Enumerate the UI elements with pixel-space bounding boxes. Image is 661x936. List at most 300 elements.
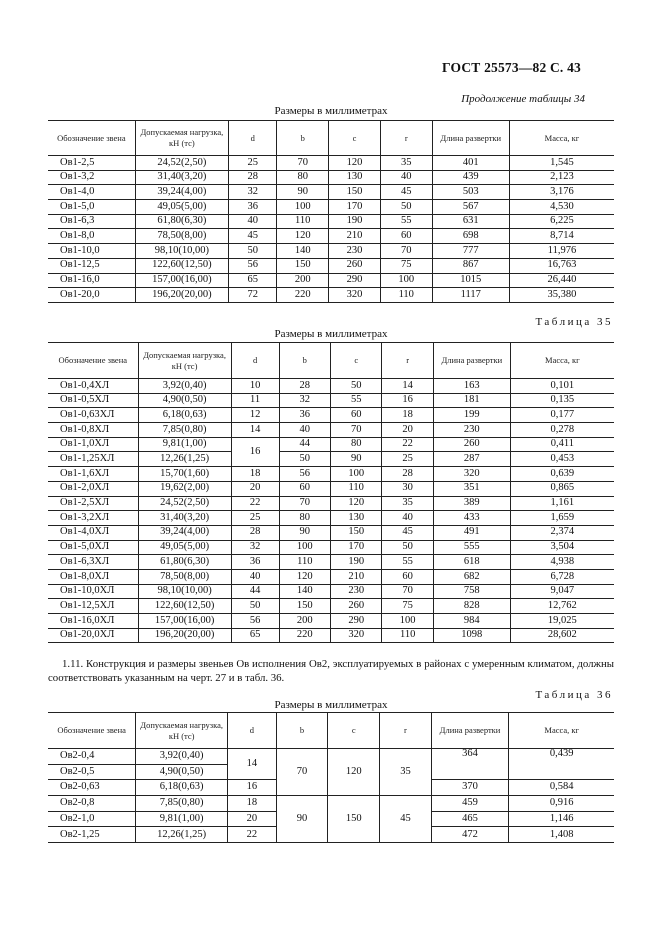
table-cell: 1,161 <box>510 496 614 511</box>
table-cell: 567 <box>432 200 509 215</box>
table-cell: 3,504 <box>510 540 614 555</box>
table-cell: Ов1-8,0ХЛ <box>48 569 138 584</box>
table-cell: 100 <box>382 614 433 629</box>
table-cell: 459 <box>431 796 509 812</box>
table-cell: 98,10(10,00) <box>135 244 228 259</box>
table-cell: 110 <box>279 555 330 570</box>
table-cell: 70 <box>279 496 330 511</box>
table-cell: 0,101 <box>510 379 614 394</box>
table-cell: Ов1-5,0ХЛ <box>48 540 138 555</box>
table-cell: Ов1-0,63ХЛ <box>48 408 138 423</box>
table-cell: 19,025 <box>510 614 614 629</box>
table-cell: Ов1-6,3ХЛ <box>48 555 138 570</box>
table-cell: 181 <box>433 393 510 408</box>
table-cell: 80 <box>277 170 329 185</box>
table-cell: Ов1-20,0 <box>48 288 135 303</box>
table-cell: 50 <box>380 200 432 215</box>
table-cell: Ов2-1,0 <box>48 811 136 827</box>
table-cell: 1,545 <box>509 156 614 171</box>
table-row <box>48 229 614 244</box>
table-cell: 200 <box>279 614 330 629</box>
table-cell: Ов1-12,5 <box>48 258 135 273</box>
table-cell: 110 <box>330 481 381 496</box>
table-cell: 503 <box>432 185 509 200</box>
table-cell: 196,20(20,00) <box>138 628 231 643</box>
table-cell: 465 <box>431 811 509 827</box>
table-row <box>48 273 614 288</box>
table-cell: 28,602 <box>510 628 614 643</box>
table-cell: 16,763 <box>509 258 614 273</box>
table-cell: 491 <box>433 525 510 540</box>
table-cell: 7,85(0,80) <box>138 423 231 438</box>
table-cell: 12,26(1,25) <box>136 827 228 843</box>
table-cell: Ов2-0,5 <box>48 764 136 780</box>
table-cell: Ов1-3,2 <box>48 170 135 185</box>
table-cell: 1117 <box>432 288 509 303</box>
table-cell: 50 <box>229 244 277 259</box>
table-cell: 70 <box>380 244 432 259</box>
table-row <box>48 599 614 614</box>
table-cell: 50 <box>382 540 433 555</box>
table-cell: 50 <box>330 379 381 394</box>
table-cell: 320 <box>330 628 381 643</box>
table-cell: 287 <box>433 452 510 467</box>
table-cell: 55 <box>382 555 433 570</box>
table-36 <box>48 712 614 843</box>
table-cell: 24,52(2,50) <box>135 156 228 171</box>
table-cell: Ов1-2,0ХЛ <box>48 481 138 496</box>
table-cell: 150 <box>277 258 329 273</box>
table-cell: 80 <box>330 437 381 452</box>
table-cell: 18 <box>231 467 279 482</box>
table-cell: 39,24(4,00) <box>138 525 231 540</box>
table-cell: 35 <box>382 496 433 511</box>
table-cell: 36 <box>279 408 330 423</box>
table-cell: 12,26(1,25) <box>138 452 231 467</box>
table-cell: 36 <box>231 555 279 570</box>
table-cell: 39,24(4,00) <box>135 185 228 200</box>
table-cell: 16 <box>228 780 277 796</box>
table-cell: 31,40(3,20) <box>135 170 228 185</box>
table-cell: 20 <box>231 481 279 496</box>
table-cell: 14 <box>231 423 279 438</box>
table-cell: 45 <box>380 796 431 843</box>
column-header: b <box>277 121 329 156</box>
table-cell: 16 <box>382 393 433 408</box>
table-cell: 36 <box>229 200 277 215</box>
table-cell: 758 <box>433 584 510 599</box>
table-35 <box>48 342 614 643</box>
table-cell: 25 <box>229 156 277 171</box>
table-cell: 140 <box>277 244 329 259</box>
table-cell: 190 <box>329 214 381 229</box>
table-cell: 31,40(3,20) <box>138 511 231 526</box>
table-cell: 61,80(6,30) <box>138 555 231 570</box>
table-cell: 120 <box>277 229 329 244</box>
table-row <box>48 540 614 555</box>
table-cell: 40 <box>279 423 330 438</box>
table-cell: 4,90(0,50) <box>138 393 231 408</box>
table-cell: 40 <box>229 214 277 229</box>
table-cell: 364 <box>431 749 509 780</box>
table-cell: Ов1-16,0 <box>48 273 135 288</box>
table-cell: 122,60(12,50) <box>138 599 231 614</box>
table-cell: 0,278 <box>510 423 614 438</box>
table-cell: 9,81(1,00) <box>136 811 228 827</box>
column-header: Обозначение звена <box>48 121 135 156</box>
table-cell: 14 <box>382 379 433 394</box>
table-cell: 4,938 <box>510 555 614 570</box>
table-cell: 28 <box>279 379 330 394</box>
table-cell: Ов1-4,0 <box>48 185 135 200</box>
table-cell: 120 <box>279 569 330 584</box>
table-cell: 0,584 <box>509 780 614 796</box>
table-cell: 631 <box>432 214 509 229</box>
table-row <box>48 452 614 467</box>
header-row <box>48 121 614 156</box>
table-cell: Ов1-16,0ХЛ <box>48 614 138 629</box>
table-cell: 100 <box>277 200 329 215</box>
table-35-label: Таблица 35 <box>535 316 613 328</box>
table-cell: 290 <box>330 614 381 629</box>
table-cell: 6,18(0,63) <box>138 408 231 423</box>
table-cell: 351 <box>433 481 510 496</box>
table-cell: 12,762 <box>510 599 614 614</box>
column-header: Допускаемая нагрузка, кН (тс) <box>136 713 228 749</box>
table-cell: 60 <box>279 481 330 496</box>
table-cell: 120 <box>328 749 380 796</box>
table-cell: 4,90(0,50) <box>136 764 228 780</box>
table-row <box>48 258 614 273</box>
table-cell: Ов1-2,5ХЛ <box>48 496 138 511</box>
table-cell: 0,639 <box>510 467 614 482</box>
table-cell: 45 <box>380 185 432 200</box>
table-cell: 157,00(16,00) <box>135 273 228 288</box>
table-cell: 18 <box>382 408 433 423</box>
table-cell: 150 <box>330 525 381 540</box>
table-cell: 110 <box>382 628 433 643</box>
table-cell: 28 <box>382 467 433 482</box>
table-cell: 70 <box>277 156 329 171</box>
table-cell: 0,865 <box>510 481 614 496</box>
table-cell: Ов2-0,8 <box>48 796 136 812</box>
column-header: d <box>231 343 279 379</box>
table-cell: 6,225 <box>509 214 614 229</box>
column-header: b <box>276 713 327 749</box>
table-cell: 210 <box>329 229 381 244</box>
table-cell: 22 <box>231 496 279 511</box>
table-cell: Ов1-2,5 <box>48 156 135 171</box>
table-cell: 26,440 <box>509 273 614 288</box>
column-header: r <box>382 343 433 379</box>
table-cell: 1015 <box>432 273 509 288</box>
units-caption: Размеры в миллиметрах <box>274 699 388 711</box>
table-cell: 7,85(0,80) <box>136 796 228 812</box>
table-cell: 75 <box>382 599 433 614</box>
column-header: Масса, кг <box>510 343 614 379</box>
table-row <box>48 170 614 185</box>
table-row <box>48 628 614 643</box>
table-cell: 1,146 <box>509 811 614 827</box>
table-row <box>48 156 614 171</box>
table-cell: Ов1-5,0 <box>48 200 135 215</box>
table-cell: 120 <box>330 496 381 511</box>
paragraph-1-11: 1.11. Конструкция и размеры звеньев Ов исполнения Ов2, эксплуатируемых в районах с умеренным климатом, должны соответствовать указанным на черт. 27 и в табл. 36. <box>48 658 614 684</box>
table-cell: Ов1-20,0ХЛ <box>48 628 138 643</box>
column-header: r <box>380 713 431 749</box>
table-cell: 163 <box>433 379 510 394</box>
table-cell: 984 <box>433 614 510 629</box>
table-cell: 70 <box>276 749 327 796</box>
table-cell: 90 <box>330 452 381 467</box>
table-cell: 200 <box>277 273 329 288</box>
table-row <box>48 467 614 482</box>
table-cell: 2,374 <box>510 525 614 540</box>
table-cell: Ов1-0,4ХЛ <box>48 379 138 394</box>
table-row <box>48 244 614 259</box>
table-cell: 12 <box>231 408 279 423</box>
table-cell: 682 <box>433 569 510 584</box>
column-header: Длина развертки <box>431 713 509 749</box>
table-cell: 120 <box>329 156 381 171</box>
table-cell: 401 <box>432 156 509 171</box>
table-cell: 24,52(2,50) <box>138 496 231 511</box>
table-row <box>48 796 614 812</box>
table-cell: 50 <box>279 452 330 467</box>
table-cell: 14 <box>228 749 277 780</box>
table-cell: Ов2-1,25 <box>48 827 136 843</box>
table-cell: Ов1-1,25ХЛ <box>48 452 138 467</box>
table-cell: 90 <box>277 185 329 200</box>
table-cell: 1,659 <box>510 511 614 526</box>
table-cell: 0,135 <box>510 393 614 408</box>
table-cell: 10 <box>231 379 279 394</box>
table-cell: 16 <box>231 437 279 466</box>
table-cell: 40 <box>380 170 432 185</box>
table-cell: 130 <box>329 170 381 185</box>
table-cell: 0,916 <box>509 796 614 812</box>
table-cell: 170 <box>329 200 381 215</box>
column-header: Масса, кг <box>509 713 614 749</box>
table-cell: 100 <box>330 467 381 482</box>
table-cell: 45 <box>382 525 433 540</box>
table-cell: 867 <box>432 258 509 273</box>
table-cell: 72 <box>229 288 277 303</box>
table-row <box>48 408 614 423</box>
table-row <box>48 481 614 496</box>
table-cell: 220 <box>279 628 330 643</box>
table-cell: 260 <box>330 599 381 614</box>
table-row <box>48 185 614 200</box>
table-cell: 6,728 <box>510 569 614 584</box>
table-row <box>48 525 614 540</box>
table-cell: 11,976 <box>509 244 614 259</box>
table-cell: 40 <box>382 511 433 526</box>
column-header: c <box>328 713 380 749</box>
table-cell: 122,60(12,50) <box>135 258 228 273</box>
table-cell: 45 <box>229 229 277 244</box>
table-cell: 230 <box>433 423 510 438</box>
table-cell: 4,530 <box>509 200 614 215</box>
table-cell: 9,047 <box>510 584 614 599</box>
table-cell: Ов1-8,0 <box>48 229 135 244</box>
table-cell: Ов1-4,0ХЛ <box>48 525 138 540</box>
table-cell: 32 <box>279 393 330 408</box>
table-cell: 320 <box>433 467 510 482</box>
column-header: c <box>330 343 381 379</box>
table-cell: 56 <box>231 614 279 629</box>
table-cell: 2,123 <box>509 170 614 185</box>
column-header: d <box>228 713 277 749</box>
table-cell: 150 <box>328 796 380 843</box>
table-cell: 230 <box>330 584 381 599</box>
table-row <box>48 214 614 229</box>
table-cell: 40 <box>231 569 279 584</box>
table-row <box>48 423 614 438</box>
table-cell: 190 <box>330 555 381 570</box>
table-cell: 78,50(8,00) <box>135 229 228 244</box>
table-cell: 777 <box>432 244 509 259</box>
table-36-label: Таблица 36 <box>535 689 613 701</box>
table-cell: Ов1-6,3 <box>48 214 135 229</box>
table-cell: 3,92(0,40) <box>136 749 228 765</box>
table-cell: 11 <box>231 393 279 408</box>
table-cell: 0,411 <box>510 437 614 452</box>
table-cell: 32 <box>231 540 279 555</box>
table-cell: 65 <box>231 628 279 643</box>
table-cell: 196,20(20,00) <box>135 288 228 303</box>
table-cell: 150 <box>329 185 381 200</box>
table-cell: 6,18(0,63) <box>136 780 228 796</box>
table-cell: 9,81(1,00) <box>138 437 231 452</box>
table-cell: 30 <box>382 481 433 496</box>
table-row <box>48 200 614 215</box>
table-row <box>48 749 614 765</box>
table-cell: 44 <box>279 437 330 452</box>
column-header: b <box>279 343 330 379</box>
column-header: Масса, кг <box>509 121 614 156</box>
table-cell: 20 <box>382 423 433 438</box>
table-cell: 170 <box>330 540 381 555</box>
table-row <box>48 569 614 584</box>
table-cell: 618 <box>433 555 510 570</box>
table-cell: 90 <box>276 796 327 843</box>
table-cell: 199 <box>433 408 510 423</box>
table-cell: 230 <box>329 244 381 259</box>
table-row <box>48 555 614 570</box>
table-continuation-label: Продолжение таблицы 34 <box>461 93 585 105</box>
table-cell: 35,380 <box>509 288 614 303</box>
header-row <box>48 343 614 379</box>
table-cell: 55 <box>380 214 432 229</box>
table-cell: 44 <box>231 584 279 599</box>
column-header: c <box>329 121 381 156</box>
table-row <box>48 288 614 303</box>
column-header: Длина развертки <box>433 343 510 379</box>
table-cell: 19,62(2,00) <box>138 481 231 496</box>
table-cell: 0,453 <box>510 452 614 467</box>
table-cell: 25 <box>382 452 433 467</box>
table-cell: 0,439 <box>509 749 614 780</box>
units-caption: Размеры в миллиметрах <box>274 328 388 340</box>
table-34 <box>48 120 614 303</box>
table-cell: 49,05(5,00) <box>138 540 231 555</box>
table-cell: 55 <box>330 393 381 408</box>
table-cell: 22 <box>382 437 433 452</box>
table-cell: 60 <box>330 408 381 423</box>
table-cell: 260 <box>329 258 381 273</box>
table-cell: 35 <box>380 156 432 171</box>
table-row <box>48 379 614 394</box>
table-cell: 370 <box>431 780 509 796</box>
table-cell: 25 <box>231 511 279 526</box>
table-cell: 555 <box>433 540 510 555</box>
table-cell: 70 <box>330 423 381 438</box>
table-cell: 56 <box>279 467 330 482</box>
column-header: Допускаемая нагрузка, кН (тс) <box>135 121 228 156</box>
table-cell: 70 <box>382 584 433 599</box>
table-cell: 3,176 <box>509 185 614 200</box>
table-row <box>48 437 614 452</box>
table-cell: Ов1-3,2ХЛ <box>48 511 138 526</box>
table-cell: 60 <box>380 229 432 244</box>
table-cell: 110 <box>277 214 329 229</box>
table-cell: 98,10(10,00) <box>138 584 231 599</box>
table-cell: 100 <box>380 273 432 288</box>
table-cell: 220 <box>277 288 329 303</box>
table-cell: 50 <box>231 599 279 614</box>
table-cell: Ов1-10,0 <box>48 244 135 259</box>
table-cell: 1098 <box>433 628 510 643</box>
table-cell: 828 <box>433 599 510 614</box>
table-row <box>48 393 614 408</box>
table-cell: 130 <box>330 511 381 526</box>
table-cell: Ов1-12,5ХЛ <box>48 599 138 614</box>
column-header: Допускаемая нагрузка, кН (тс) <box>138 343 231 379</box>
table-cell: 3,92(0,40) <box>138 379 231 394</box>
column-header: r <box>380 121 432 156</box>
table-cell: 78,50(8,00) <box>138 569 231 584</box>
table-cell: 0,177 <box>510 408 614 423</box>
column-header: Длина развертки <box>432 121 509 156</box>
table-cell: Ов2-0,63 <box>48 780 136 796</box>
header-row <box>48 713 614 749</box>
table-cell: Ов2-0,4 <box>48 749 136 765</box>
units-caption: Размеры в миллиметрах <box>274 105 388 117</box>
table-cell: 60 <box>382 569 433 584</box>
table-cell: 698 <box>432 229 509 244</box>
table-cell: Ов1-0,5ХЛ <box>48 393 138 408</box>
table-cell: 1,408 <box>509 827 614 843</box>
table-cell: 210 <box>330 569 381 584</box>
table-cell: 80 <box>279 511 330 526</box>
table-cell: 35 <box>380 749 431 796</box>
column-header: Обозначение звена <box>48 713 136 749</box>
table-cell: 433 <box>433 511 510 526</box>
page-header: ГОСТ 25573—82 С. 43 <box>442 60 581 75</box>
table-cell: 100 <box>279 540 330 555</box>
table-cell: 8,714 <box>509 229 614 244</box>
table-cell: 65 <box>229 273 277 288</box>
table-cell: 28 <box>231 525 279 540</box>
table-cell: 18 <box>228 796 277 812</box>
table-row <box>48 614 614 629</box>
table-cell: Ов1-0,8ХЛ <box>48 423 138 438</box>
table-cell: 22 <box>228 827 277 843</box>
table-cell: 20 <box>228 811 277 827</box>
table-cell: 28 <box>229 170 277 185</box>
column-header: Обозначение звена <box>48 343 138 379</box>
